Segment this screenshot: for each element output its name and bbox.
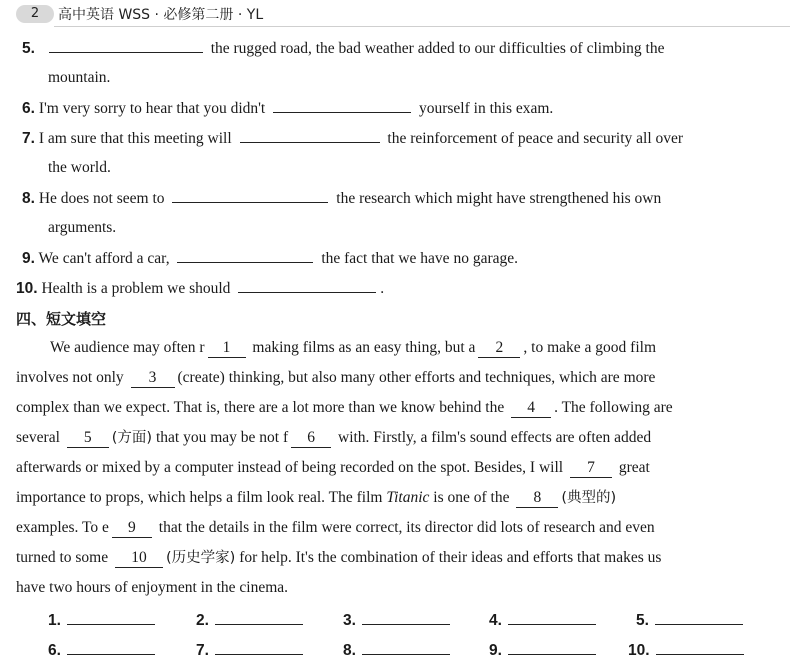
answer-7: 7. <box>196 640 303 660</box>
answer-line[interactable] <box>67 640 155 655</box>
sentence-6: 6. I'm very sorry to hear that you didn't yourself in this exam. <box>22 100 554 117</box>
answer-6: 6. <box>48 640 155 660</box>
passage-blank-6[interactable]: 6 <box>291 429 331 448</box>
section-title: 四、短文填空 <box>16 310 107 328</box>
answer-line[interactable] <box>215 610 303 625</box>
passage-line-3: complex than we expect. That is, there are a lot more than we know behind the 4 . The following are <box>16 399 673 416</box>
answer-9: 9. <box>489 640 596 660</box>
passage-blank-3[interactable]: 3 <box>131 369 175 388</box>
sentence-9: 9. We can't afford a car, the fact that we have no garage. <box>22 250 518 267</box>
answer-4: 4. <box>489 610 596 630</box>
passage-line-1: We audience may often r 1 making films as an easy thing, but a 2 , to make a good film <box>50 339 657 356</box>
sentence-7-cont: the world. <box>48 159 111 176</box>
answer-line[interactable] <box>508 610 596 625</box>
answer-blank[interactable] <box>273 98 411 113</box>
passage-blank-5[interactable]: 5 <box>67 429 109 448</box>
passage-blank-4[interactable]: 4 <box>511 399 551 418</box>
sentence-5-cont: mountain. <box>48 69 111 86</box>
passage-blank-1[interactable]: 1 <box>208 339 246 358</box>
answer-blank[interactable] <box>240 128 380 143</box>
passage-line-8: turned to some 10 (历史学家) for help. It's the combination of their ideas and efforts that makes us <box>16 549 662 566</box>
header-divider <box>54 26 790 27</box>
passage-blank-9[interactable]: 9 <box>112 519 152 538</box>
passage-line-9: have two hours of enjoyment in the cinema. <box>16 579 289 596</box>
page-number-badge: 2 <box>16 5 54 23</box>
passage-line-2: involves not only 3 (create) thinking, but also many other efforts and techniques, which are more <box>16 369 656 386</box>
sentence-8: 8. He does not seem to the research which might have strengthened his own <box>22 190 662 207</box>
page-header <box>0 0 790 30</box>
answer-5: 5. <box>636 610 743 630</box>
answer-line[interactable] <box>508 640 596 655</box>
answer-line[interactable] <box>362 610 450 625</box>
answer-line[interactable] <box>655 610 743 625</box>
sentence-10: 10. Health is a problem we should . <box>16 280 385 297</box>
answer-blank[interactable] <box>172 188 328 203</box>
answer-blank[interactable] <box>238 278 376 293</box>
answer-1: 1. <box>48 610 155 630</box>
answer-line[interactable] <box>362 640 450 655</box>
sentence-7: 7. I am sure that this meeting will the reinforcement of peace and security all over <box>22 130 684 147</box>
sentence-5: 5. the rugged road, the bad weather added to our difficulties of climbing the <box>22 40 665 57</box>
answer-line[interactable] <box>215 640 303 655</box>
book-title: 高中英语 WSS · 必修第二册 · YL <box>58 7 264 23</box>
answer-3: 3. <box>343 610 450 630</box>
answer-line[interactable] <box>67 610 155 625</box>
answer-line[interactable] <box>656 640 744 655</box>
passage-line-7: examples. To e 9 that the details in the film were correct, its director did lots of research and even <box>16 519 655 536</box>
answer-blank[interactable] <box>49 38 203 53</box>
passage-blank-8[interactable]: 8 <box>516 489 558 508</box>
answer-blank[interactable] <box>177 248 313 263</box>
answer-10: 10. <box>628 640 744 660</box>
passage-line-5: afterwards or mixed by a computer instead of being recorded on the spot. Besides, I will 7 great <box>16 459 650 476</box>
passage-blank-2[interactable]: 2 <box>478 339 520 358</box>
passage-blank-10[interactable]: 10 <box>115 549 163 568</box>
sentence-8-cont: arguments. <box>48 219 117 236</box>
answer-2: 2. <box>196 610 303 630</box>
passage-line-4: several 5 (方面) that you may be not f 6 with. Firstly, a film's sound effects are often added <box>16 429 652 446</box>
passage-line-6: importance to props, which helps a film look real. The film Titanic is one of the 8 (典型的) <box>16 489 617 506</box>
passage-blank-7[interactable]: 7 <box>570 459 612 478</box>
answer-8: 8. <box>343 640 450 660</box>
